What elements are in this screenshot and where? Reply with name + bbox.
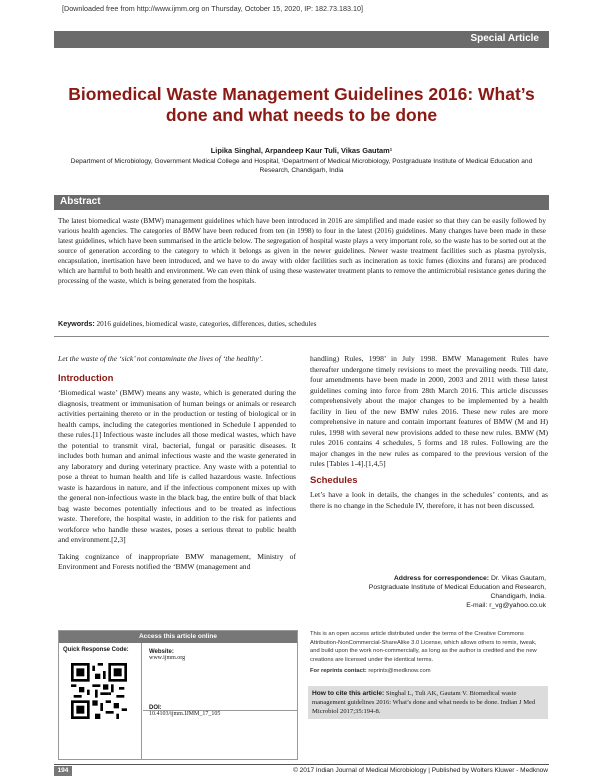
website-link[interactable]: www.ijmm.org	[149, 655, 186, 661]
citation-box	[308, 686, 548, 719]
intro-paragraph-1: ‘Biomedical waste’ (BMW) means any waste, which is generated during the diagnosis, treatment or immunisation of human beings or animals or research activities pertaining thereto or in the production or testing of biological or in health camps, including the categories mentioned in Schedule I appended to these rules.[1] Infectious waste includes all those medical wastes, which have the potential to transmit viral, bacterial, fungal or parasitic diseases. It includes both human and animal infectious waste and the waste generated in any laboratory and during veterinary practice. Any waste with a potential to pose a threat to human health and life is called hazardous waste. Infectious waste is hazardous in nature, and if the infectious component mixes up with the general non-infectious waste in the black bag, the entire bulk of that black bag waste becomes potentially infectious and to be treated as infectious waste. Therefore, the hospital waste, in addition to the risk for patients and workforce who handle these wastes, poses a serious threat to public health and environment.[2,3]	[58, 388, 296, 544]
citation-label: How to cite this article:	[312, 690, 385, 697]
reprints-label: For reprints contact:	[310, 668, 367, 674]
keywords-label: Keywords:	[58, 319, 95, 328]
doi-value[interactable]: 10.4103/ijmm.IJMM_17_105	[149, 711, 221, 717]
keywords-text: 2016 guidelines, biomedical waste, categories, differences, duties, schedules	[96, 320, 317, 328]
download-note: [Downloaded free from http://www.ijmm.org on Thursday, October 15, 2020, IP: 182.73.183.10]	[62, 4, 363, 13]
footer-copyright: © 2017 Indian Journal of Medical Microbiology | Published by Wolters Kluwer - Medknow	[293, 767, 548, 774]
footer-rule	[54, 764, 549, 765]
open-access-text: This is an open access article distributed under the terms of the Creative Commons Attribution-NonCommercial-ShareAlike 3.0 License, which allows others to remix, tweak, and build upon the work non-commercially, as long as the author is credited and the new creations are licensed under the identical terms.	[310, 631, 537, 663]
citation-text: Singhal L, Tuli AK, Gautam V. Biomedical waste management guidelines 2016: What’s done and what needs to be done. Indian J Med Microbiol 2017;35:194-8.	[312, 690, 536, 715]
article-title: Biomedical Waste Management Guidelines 2016: What’s done and what needs to be done	[68, 84, 535, 125]
access-box	[58, 630, 298, 760]
affiliation: Department of Microbiology, Government Medical College and Hospital, ¹Department of Medical Microbiology, Postgraduate Institute of Medical Education and Research, Chandigarh, India	[70, 158, 533, 174]
website-label: Website:	[149, 649, 174, 655]
abstract-heading: Abstract	[60, 196, 101, 207]
right-paragraph-1: handling) Rules, 1998’ in July 1998. BMW Management Rules have thereafter undergone timely revisions to meet the prevailing needs. Till date, four amendments have been made in 2000, 2003 and 2011 with these latest guidelines coming into force from 28th March 2016. This article discusses comprehensively about the major changes to be implemented by a health facility in lieu of the new BMW rules 2016. These new rules are more comprehensive in nature and contain important features of BMW (M and H) rules, 1998 with several new provisions added to these new rules. BMW (M) rules 2016 contains 4 schedules, 5 forms and 18 rules. Following are the major changes in the new rules as compared to the previous version of the rules [Tables 1-4].[1,4,5]	[310, 354, 548, 468]
left-column	[58, 354, 296, 579]
abstract-heading-bar	[54, 195, 549, 210]
correspondence-line1: Postgraduate Institute of Medical Education and Research,	[368, 584, 546, 591]
doi-label: DOI:	[149, 705, 162, 711]
keywords	[58, 319, 546, 328]
page-number: 194	[54, 766, 72, 776]
doi-cell	[143, 699, 297, 759]
reprints-email[interactable]: reprints@medknow.com	[368, 668, 431, 674]
qr-cell	[59, 643, 142, 759]
divider	[54, 336, 549, 337]
right-column	[310, 354, 548, 517]
qr-label: Quick Response Code:	[63, 647, 129, 653]
open-access-note	[310, 630, 546, 676]
correspondence-block	[310, 574, 546, 610]
correspondence-email[interactable]: E-mail: r_vg@yahoo.co.uk	[466, 602, 546, 609]
section-label-bar	[54, 31, 549, 48]
correspondence-line2: Chandigarh, India.	[490, 593, 546, 600]
qr-code-icon[interactable]	[71, 663, 127, 719]
section-label: Special Article	[470, 33, 539, 44]
author-list: Lipika Singhal, Arpandeep Kaur Tuli, Vikas Gautam¹	[210, 146, 393, 155]
access-box-heading: Access this article online	[59, 631, 297, 643]
intro-paragraph-2: Taking cognizance of inappropriate BMW management, Ministry of Environment and Forests notified the ‘BMW (management and	[58, 551, 296, 571]
correspondence-label: Address for correspondence:	[393, 575, 490, 582]
correspondence-name: Dr. Vikas Gautam,	[490, 575, 546, 582]
intro-heading: Introduction	[58, 372, 114, 384]
abstract-text: The latest biomedical waste (BMW) management guidelines which have been introduced in 2016 are simplified and made easier so that they can be easily followed by various health agencies. The categories of BMW have been reduced from ten (in 1998) to four in the latest (2016) guidelines. Many changes have been made in these latest guidelines, which have been summarised in the article below. The segregation of hospital waste plays a very important role, so the waste has to be sorted out at the source of generation according to the category to which it belongs as given in the newer guidelines. Newer waste treatment facilities such as plasma pyrolysis, encapsulation, inertisation have been introduced, and we have to do away with older facilities such as incineration as toxic fumes (dioxins and furans) are produced which are harmful to both health and environment. We can even think of using these wastewater treatment plants to remove the antimicrobial resistance genes during the processing of the waste, which is being generated from the hospitals.	[58, 217, 546, 285]
schedules-heading: Schedules	[310, 474, 358, 486]
schedules-paragraph: Let’s have a look in details, the changes in the schedules’ contents, and as there is no change in the Schedule IV, therefore, it has not been discussed.	[310, 490, 548, 510]
epigraph: Let the waste of the ‘sick’ not contaminate the lives of ‘the healthy’.	[58, 354, 264, 363]
